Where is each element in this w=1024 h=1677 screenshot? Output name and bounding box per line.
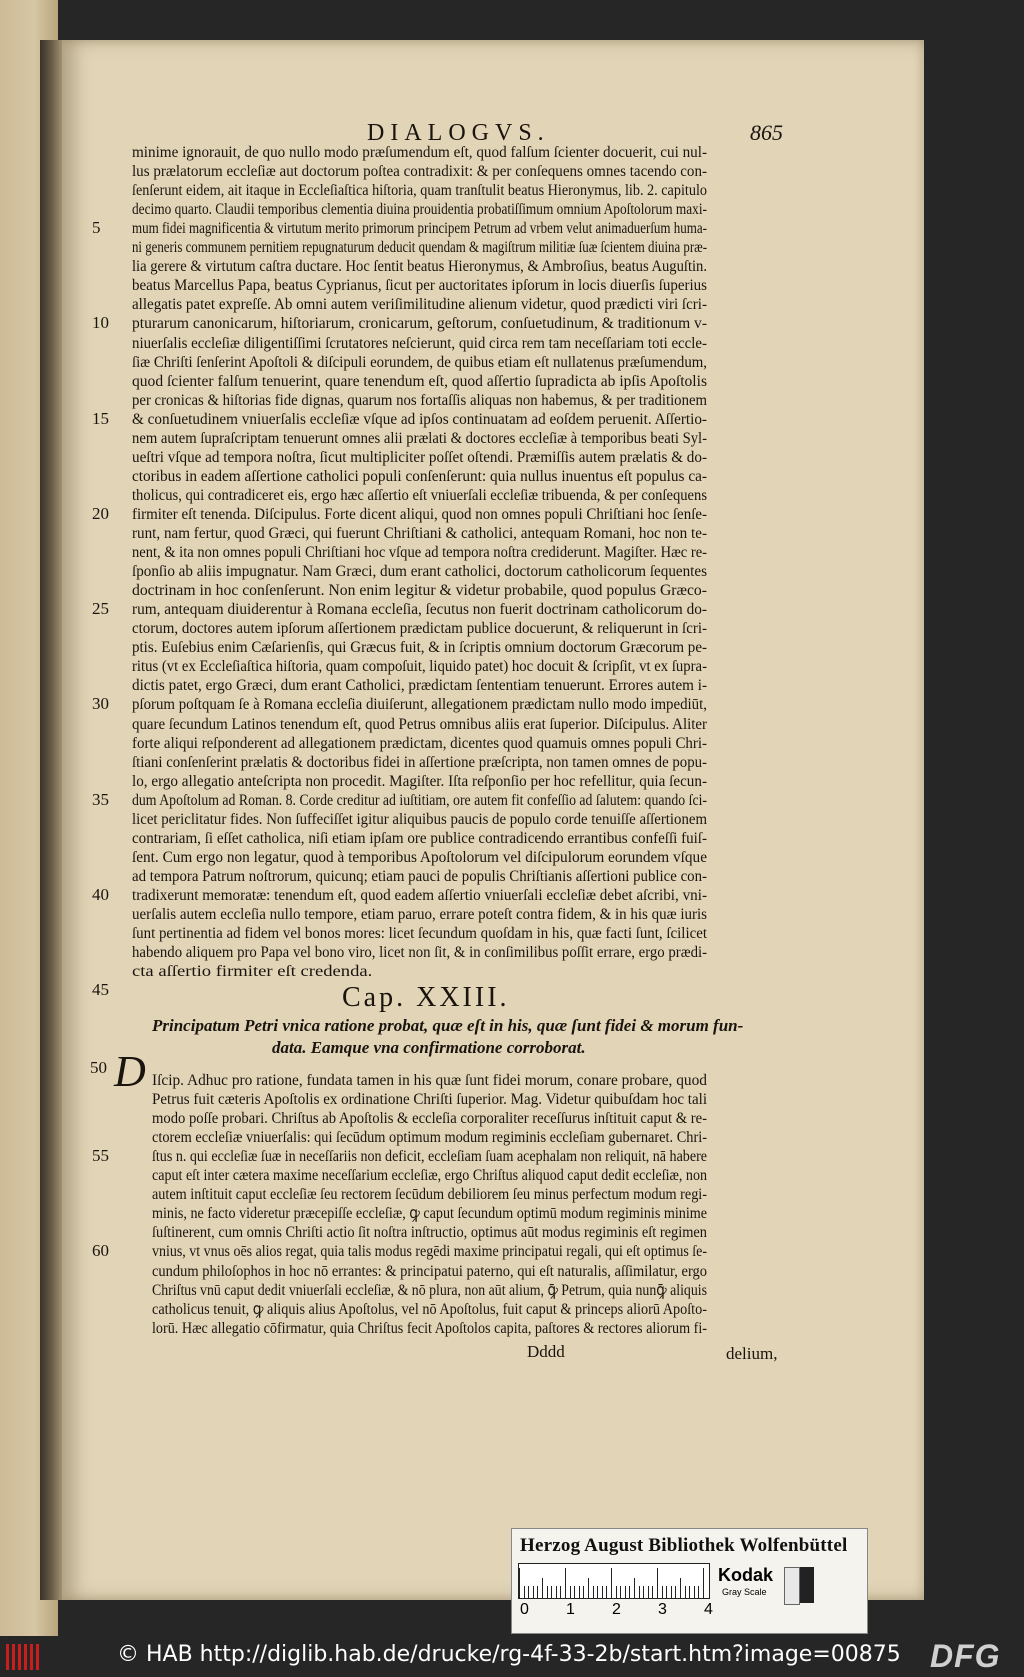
text-line-content: Petrus fuit cæteris Apoſtolis ex ordinatione Chriſti ſuperior. Mag. Videtur quibuſdam hoc tali bbox=[152, 1090, 707, 1109]
text-line bbox=[132, 656, 764, 676]
folio-number: 865 bbox=[750, 120, 783, 145]
text-line bbox=[132, 961, 373, 981]
text-line-content: pſorum poſtquam ſe à Romana eccleſia diuiſerunt, allegationem prædictam nullo modo impediūt, bbox=[132, 695, 707, 714]
text-line bbox=[132, 256, 770, 276]
text-line-content: dictis patet, ergo Græci, dum erant Catholici, prædictam ſententiam tenuerunt. Errores autem i- bbox=[132, 676, 707, 695]
ruler-tick bbox=[694, 1586, 695, 1598]
text-line bbox=[152, 1261, 772, 1281]
text-line bbox=[132, 733, 755, 753]
ruler-tick bbox=[519, 1568, 520, 1598]
dfg-logo: DFG bbox=[930, 1638, 1001, 1674]
line-number: 20 bbox=[92, 503, 109, 523]
text-line-content: decimo quarto. Claudii temporibus clementia diuina prouidentia probatiſſimum omnium Apoſtolorum maxi- bbox=[132, 200, 707, 219]
text-line-content: firmiter eſt tenenda. Diſcipulus. Forte dicent aliqui, quod non omnes populi Chriſtiani hoc ſenſe- bbox=[132, 504, 707, 523]
ruler-tick bbox=[648, 1586, 649, 1598]
text-line-content: rum, antequam diuiderentur à Romana eccleſia, ſecutus non fuerit doctrinam catholicorum do- bbox=[132, 600, 707, 619]
scale-ruler bbox=[518, 1563, 710, 1599]
chapter-summary-line-2: data. Eamque vna confirmatione corroborat. bbox=[272, 1038, 586, 1057]
ruler-tick bbox=[611, 1568, 612, 1598]
text-line-content: ueſtri vſque ad tempora noſtra, ſicut multipliciter poſſet oſtendi. Præmiſſis autem prælatis & do- bbox=[132, 447, 707, 466]
ruler-tick bbox=[657, 1568, 658, 1598]
ruler-tick bbox=[560, 1586, 561, 1598]
gray-scale-label: Gray Scale bbox=[722, 1587, 767, 1597]
text-line bbox=[132, 371, 731, 391]
ruler-tick bbox=[703, 1568, 704, 1598]
text-line-content: ſunt pertinentia ad fidem vel bonos mores: licet ſecundum quoſdam in his, quæ facti ſunt, ſcilicet bbox=[132, 924, 707, 943]
ruler-tick bbox=[528, 1586, 529, 1598]
text-line bbox=[132, 275, 753, 295]
text-line-content: lo, ergo allegatio anteſcripta non procedit. Magiſter. Iſta reſponſio per hoc refellitur, quia ſecun- bbox=[132, 771, 707, 790]
text-line bbox=[132, 180, 787, 200]
text-line bbox=[132, 199, 830, 219]
text-line bbox=[152, 1203, 788, 1223]
ruler-tick bbox=[579, 1586, 580, 1598]
ruler-tick bbox=[629, 1586, 630, 1598]
ruler-tick bbox=[685, 1586, 686, 1598]
signature-mark: Dddd bbox=[527, 1342, 565, 1361]
ruler-tick bbox=[698, 1586, 699, 1598]
text-line bbox=[132, 504, 753, 524]
ruler-tick bbox=[620, 1586, 621, 1598]
text-line-content: cta aſſertio firmiter eſt credenda. bbox=[132, 962, 373, 981]
text-line bbox=[132, 599, 741, 619]
ruler-tick bbox=[570, 1586, 571, 1598]
color-calibration-stamp bbox=[511, 1528, 868, 1634]
ruler-tick bbox=[547, 1586, 548, 1598]
catchword: delium, bbox=[726, 1344, 778, 1363]
running-title: DIALOGVS. bbox=[367, 120, 550, 146]
library-name: Herzog August Bibliothek Wolfenbüttel bbox=[520, 1535, 848, 1556]
ruler-tick bbox=[602, 1586, 603, 1598]
text-line bbox=[132, 714, 756, 734]
text-line-content: habendo aliquem pro Papa vel bono viro, licet non ſit, & in conſimilibus poſſit errare, ergo prædi- bbox=[132, 943, 707, 962]
ruler-tick bbox=[675, 1586, 676, 1598]
ruler-tick bbox=[616, 1586, 617, 1598]
hab-logo-icon bbox=[6, 1644, 46, 1670]
text-line-content: & conſuetudinem vniuerſalis eccleſiæ vſque ad ipſos continuatam ad eoſdem peruenit. Aſſertio- bbox=[132, 409, 707, 428]
text-line-content: vnius, vt vnus oēs alios regat, quia talis modus regēdi maxime principatui regali, qui eſt optimus ſe- bbox=[152, 1242, 707, 1261]
text-line-content: ptis. Euſebius enim Cæſarienſis, qui Græcus fuit, & in ſcriptis omnium doctorum Græcorum pe- bbox=[132, 638, 707, 657]
text-line bbox=[152, 1280, 801, 1300]
ruler-tick bbox=[652, 1586, 653, 1598]
ruler-tick bbox=[597, 1586, 598, 1598]
line-number: 30 bbox=[92, 694, 109, 714]
ruler-tick bbox=[542, 1578, 543, 1598]
text-line-content: lia gerere & virtutum caſtra ductare. Hoc ſentit beatus Hieronymus, & Ambroſius, beatus Auguſtin. bbox=[132, 257, 707, 276]
ruler-tick bbox=[583, 1586, 584, 1598]
line-number: 45 bbox=[92, 980, 109, 1000]
text-line-content: cundum philoſophos in hoc nō errantes: & principatui paterno, qui eſt naturalis, aſſimilatur, ergo bbox=[152, 1261, 707, 1280]
text-line bbox=[152, 1089, 750, 1109]
text-line bbox=[152, 1184, 784, 1204]
text-line-content: ſenſerunt eidem, ait itaque in Eccleſiaſtica hiſtoria, quam tranſtulit beatus Hieronymus, lib. 2. capitulo bbox=[132, 181, 707, 200]
text-line-content: caput eſt inter cætera maxime neceſſarium eccleſiæ, ergo Chriſtus aliquod caput dedit eccleſiæ, non bbox=[152, 1166, 707, 1185]
ruler-tick bbox=[666, 1586, 667, 1598]
text-line bbox=[132, 542, 773, 562]
text-line-content: quod ſcienter falſum tenuerint, quare tenendum eſt, quod aſſertio ſupradicta ab ipſis Apoſtolis bbox=[132, 371, 707, 390]
text-line bbox=[152, 1165, 791, 1185]
text-line-content: forte aliqui reſponderent ad allegationem prædictam, dicentes quod quamuis omnes populi Chri- bbox=[132, 733, 707, 752]
text-line-content: lus prælatorum eccleſiæ aut doctorum poſtea contradixit: & per conſequens omnes tacendo con- bbox=[132, 162, 707, 181]
text-line-content: Chriſtus vnū caput dedit vniuerſali eccleſiæ, & nō plura, non aūt alium, ꝙ̄ Petrum, quia nunꝙ̄ aliquis bbox=[152, 1280, 707, 1299]
text-line-content: ctorem eccleſiæ vniuerſalis: qui ſecūdum optimum modum regiminis eccleſiam gubernaret. Chri- bbox=[152, 1128, 707, 1147]
text-line bbox=[132, 333, 757, 353]
scale-number: 3 bbox=[658, 1601, 667, 1618]
text-line bbox=[132, 237, 855, 257]
text-line bbox=[132, 561, 747, 581]
text-line-content: ſuſtinerent, cum omnis Chriſti actio ſit noſtra inſtructio, optimus aūt modus regiminis eſt regimen bbox=[152, 1223, 707, 1242]
line-number: 55 bbox=[92, 1146, 109, 1166]
text-line-content: ritus (vt ex Eccleſiaſtica hiſtoria, quam compoſuit, liquido patet) hoc docuit & ſcripſit, vt ex ſupra- bbox=[132, 657, 707, 676]
text-line-content: ſiæ Chriſti ſenſerint Apoſtoli & diſcipuli eorundem, de quibus etiam eſt nullatenus præſumendum, bbox=[132, 352, 707, 371]
scanned-page bbox=[62, 40, 924, 1600]
ruler-tick bbox=[537, 1586, 538, 1598]
text-line-content: ni generis communem pernitiem repugnaturum deducit quendam & magiſtrum militiæ ſuæ ſcientem diuina præ- bbox=[132, 238, 707, 257]
text-line-content: nent, & ita non omnes populi Chriſtiani hoc vſque ad tempora noſtra crediderunt. Magiſter. Hæc re- bbox=[132, 543, 707, 562]
text-line bbox=[152, 1299, 783, 1319]
text-line bbox=[132, 428, 767, 448]
text-line-content: ctorum, doctores autem ipſorum aſſertionem prædictam publice docuerunt, & reliquerunt in ſcri- bbox=[132, 619, 707, 638]
ruler-tick bbox=[593, 1586, 594, 1598]
ruler-tick bbox=[689, 1586, 690, 1598]
black-swatch bbox=[800, 1567, 814, 1603]
text-line bbox=[132, 790, 807, 810]
ruler-tick bbox=[588, 1578, 589, 1598]
text-line-content: doctrinam in hoc conſenſerunt. Non enim legitur & videtur probabile, quod populus Græco- bbox=[132, 581, 707, 600]
text-line bbox=[152, 1241, 795, 1261]
text-line bbox=[132, 637, 752, 657]
text-line bbox=[132, 523, 747, 543]
line-number: 10 bbox=[92, 313, 109, 333]
ruler-tick bbox=[565, 1568, 566, 1598]
chapter-summary-line-1: Principatum Petri vnica ratione probat, quæ eſt in his, quæ ſunt fidei & morum fun- bbox=[152, 1016, 744, 1035]
text-line-content: minime ignorauit, de quo nullo modo præſumendum eſt, quod falſum ſcienter docuerit, cui nul- bbox=[132, 143, 707, 161]
text-line bbox=[132, 828, 750, 848]
text-line bbox=[132, 142, 746, 162]
text-line bbox=[132, 485, 770, 505]
ruler-tick bbox=[625, 1586, 626, 1598]
text-line bbox=[132, 466, 741, 486]
text-line-content: autem inſtituit caput eccleſiæ ſeu rectorem ſecūdum debiliorem ſeu minus perfectum modum regi- bbox=[152, 1185, 707, 1204]
ruler-tick bbox=[556, 1586, 557, 1598]
line-number: 60 bbox=[92, 1241, 109, 1261]
scale-number: 1 bbox=[566, 1601, 575, 1618]
text-line bbox=[132, 752, 760, 772]
text-line-content: beatus Marcellus Papa, beatus Cyprianus, ſicut per auctoritates ipſorum in locis diuerſis ſuperius bbox=[132, 276, 707, 295]
text-line bbox=[132, 313, 731, 333]
text-line bbox=[152, 1222, 776, 1242]
text-line-content: lorū. Hæc allegatio cōfirmatur, quia Chriſtus fecit Apoſtolos capita, paſtores & rectores aliorum fi- bbox=[152, 1318, 707, 1337]
footer-bar bbox=[0, 1636, 1024, 1677]
line-number: 50 bbox=[90, 1058, 107, 1077]
text-line bbox=[132, 866, 758, 886]
text-line-content: nem autem ſupraſcriptam tenuerunt omnes alii prælati & doctores eccleſiæ à temporibus beati Syl- bbox=[132, 428, 707, 447]
ruler-tick bbox=[524, 1586, 525, 1598]
kodak-logo: Kodak bbox=[718, 1565, 774, 1585]
drop-capital: D bbox=[114, 1047, 146, 1096]
text-line-content: catholicus tenuit, ꝙ aliquis alius Apoſtolus, vel nō Apoſtolus, fuit caput & princeps aliorū Apoſto- bbox=[152, 1299, 707, 1318]
text-line bbox=[152, 1318, 787, 1338]
text-line bbox=[132, 885, 746, 905]
scale-number: 4 bbox=[704, 1601, 713, 1618]
text-line-content: minis, ne facto videretur præcepiſſe eccleſiæ, ꝙ caput ſecundum optimū modum regiminis minime bbox=[152, 1204, 707, 1223]
text-line-content: allegatis patet expreſſe. Ab omni autem veriſimilitudine alienum videtur, quod prædicti viri ſcri- bbox=[132, 295, 707, 314]
ruler-tick bbox=[643, 1586, 644, 1598]
text-line-content: ſtiani conſenſerint prælatis & doctoribus fidei in aſſertione præſcripta, non tamen omnes de popu- bbox=[132, 752, 707, 771]
text-line-content: ſent. Cum ergo non legatur, quod à temporibus Apoſtolorum vel diſcipulorum eorundem vſque bbox=[132, 847, 707, 866]
text-line bbox=[132, 694, 757, 714]
text-line-content: quare ſecundum Latinos tenendum eſt, quod Petrus omnibus aliis erat ſuperior. Diſcipulus. Aliter bbox=[132, 714, 707, 733]
text-line bbox=[132, 294, 751, 314]
text-line bbox=[132, 161, 751, 181]
text-line bbox=[132, 409, 744, 429]
text-line bbox=[152, 1127, 778, 1147]
text-line bbox=[132, 809, 760, 829]
text-line bbox=[132, 847, 741, 867]
text-line bbox=[132, 352, 760, 372]
line-number: 5 bbox=[92, 218, 101, 238]
text-line-content: tradixerunt memoratæ: tenendum eſt, quod eadem aſſertio vniuerſali eccleſiæ debet aſcribi, vni- bbox=[132, 885, 707, 904]
text-line-content: ctoribus in eadem aſſertione catholici populi conſenſerunt: quia nullus inuentus eſt populus ca- bbox=[132, 466, 707, 485]
ruler-tick bbox=[533, 1586, 534, 1598]
text-line bbox=[132, 447, 747, 467]
text-line-content: niuerſalis eccleſiæ diligentiſſimi ſcrutatores neſcierunt, quid circa rem tam neceſſariam toti eccle- bbox=[132, 333, 707, 352]
text-line-content: contrariam, ſi eſſet catholica, niſi etiam ipſam ore publice contradicendo errantibus confeſſi fuiſ- bbox=[132, 828, 707, 847]
ruler-tick bbox=[551, 1586, 552, 1598]
ruler-tick bbox=[606, 1586, 607, 1598]
text-line bbox=[132, 923, 756, 943]
text-line-content: licet periclitatur fides. Non ſuffeciſſet igitur aliquibus paucis de populo corde tenuiſſe aſſertionem bbox=[132, 809, 707, 828]
text-line bbox=[132, 218, 848, 238]
text-line-content: per cronicas & hiſtorias fide dignas, quarum nos fortaſſis aliquas non habemus, & per traditionem bbox=[132, 390, 707, 409]
text-line-content: ſtus n. qui eccleſiæ ſuæ in neceſſariis non deficit, eccleſiam ſuam acephalam non reliquit, nā habere bbox=[152, 1147, 707, 1166]
ruler-tick bbox=[671, 1586, 672, 1598]
line-number: 40 bbox=[92, 884, 109, 904]
ruler-tick bbox=[634, 1578, 635, 1598]
text-line bbox=[132, 390, 762, 410]
scale-number: 2 bbox=[612, 1601, 621, 1618]
text-line bbox=[132, 618, 754, 638]
line-number: 35 bbox=[92, 789, 109, 809]
text-line-content: tholicus, qui contradiceret eis, ergo hæc aſſertio eſt vniuerſali eccleſiæ tribuenda, & per conſequens bbox=[132, 485, 707, 504]
line-number: 25 bbox=[92, 599, 109, 619]
ruler-tick bbox=[574, 1586, 575, 1598]
ruler-tick bbox=[639, 1586, 640, 1598]
text-line-content: runt, nam fertur, quod Græci, qui fuerunt Chriſtiani & catholici, antequam Romani, hoc non te- bbox=[132, 524, 707, 542]
permalink[interactable]: © HAB http://diglib.hab.de/drucke/rg-4f-33-2b/start.htm?image=00875 bbox=[117, 1642, 901, 1667]
scale-number: 0 bbox=[520, 1601, 529, 1618]
text-line bbox=[132, 580, 725, 600]
text-line bbox=[152, 1070, 736, 1090]
text-line-content: pturarum canonicarum, hiſtoriarum, cronicarum, geſtorum, conſuetudinum, & traditionum v- bbox=[132, 314, 707, 333]
text-line-content: mum fidei magnificentia & virtutum merito primorum principem Petrum ad vrbem velut animaduerſum huma- bbox=[132, 219, 707, 238]
text-line-content: dum Apoſtolum ad Roman. 8. Corde creditur ad iuſtitiam, ore autem fit confeſſio ad ſalutem: quando ſci- bbox=[132, 790, 707, 809]
text-line bbox=[132, 904, 753, 924]
text-line-content: ad tempora Patrum noſtrorum, quicunq; etiam pauci de populis Chriſtianis aſſertioni publice con- bbox=[132, 866, 707, 885]
text-line-content: ſponſio ab aliis impugnatur. Nam Græci, dum erant catholici, doctorum catholicorum ſequentes bbox=[132, 562, 707, 581]
text-line bbox=[132, 942, 762, 962]
white-swatch bbox=[784, 1567, 800, 1605]
text-line bbox=[152, 1108, 766, 1128]
text-line-content: modo poſſe probari. Chriſtus ab Apoſtolis & eccleſia corporaliter receſſurus inſtituit caput & re- bbox=[152, 1109, 707, 1128]
text-line bbox=[152, 1146, 791, 1166]
text-line-content: Iſcip. Adhuc pro ratione, fundata tamen in his quæ ſunt fidei morum, conare probare, quod bbox=[152, 1071, 707, 1089]
chapter-heading: Cap. XXIII. bbox=[342, 982, 510, 1013]
ruler-tick bbox=[662, 1586, 663, 1598]
line-number: 15 bbox=[92, 408, 109, 428]
ruler-tick bbox=[680, 1578, 681, 1598]
text-line bbox=[132, 675, 747, 695]
text-line bbox=[132, 771, 746, 791]
text-line-content: uerſalis autem eccleſia nullo tempore, etiam paruo, errare poteſt contra fidem, & in his quæ iuris bbox=[132, 905, 707, 923]
